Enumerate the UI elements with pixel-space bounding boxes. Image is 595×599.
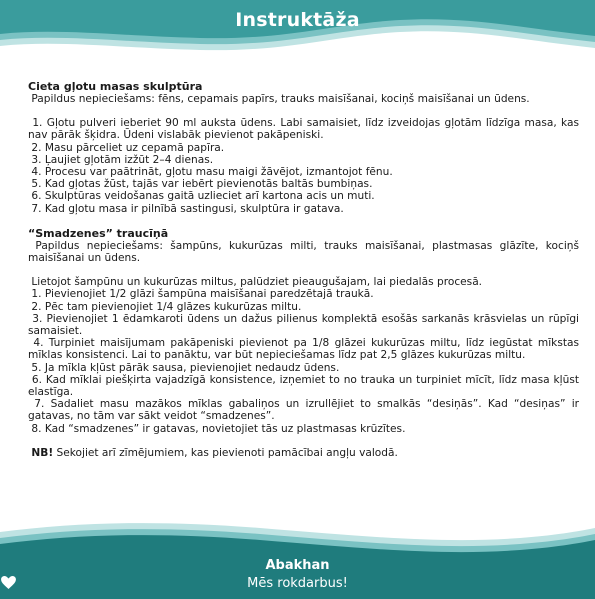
list-item: 2. Pēc tam pievienojiet 1/4 glāzes kukurūzas miltu. — [31, 300, 302, 313]
brand-slogan: Mēs rokdarbus! — [0, 576, 595, 591]
list-item: 8. Kad “smadzenes” ir gatavas, novietojiet tās uz plastmasas krūzītes. — [31, 422, 406, 435]
section2-steps — [28, 288, 579, 434]
page-title: Instruktāža — [235, 9, 360, 31]
heart-icon — [1, 576, 16, 589]
list-item: 4. Turpiniet maisījumam pakāpeniski pievienot pa 1/8 glāzei kukurūzas miltu, līdz iegūstat mīkstas mīklas konsistenci. Lai to panāktu, var būt nepieciešamas līdz pat 2,5 glāzes kukurūzas miltu. — [28, 337, 579, 362]
footer-banner — [0, 518, 595, 599]
header-banner — [0, 0, 595, 62]
section2-note: Lietojot šampūnu un kukurūzas miltus, palūdziet pieaugušajam, lai piedalās procesā. — [31, 276, 483, 289]
list-item: 3. Pievienojiet 1 ēdamkaroti ūdens un dažus pilienus komplektā esošās sarkanās krāsvielas un rūpīgi samaisiet. — [28, 312, 579, 338]
list-item: 5. Kad gļotas žūst, tajās var iebērt pievienotās baltās bumbiņas. — [31, 178, 373, 191]
section1-steps — [28, 117, 579, 215]
section2-materials: Papildus nepieciešams: šampūns, kukurūzas milti, trauks maisīšanai, plastmasas glāzīte, kociņš maisīšanai un ūdens. — [28, 239, 579, 265]
brand-name: Abakhan — [265, 558, 330, 573]
section1-title: Cieta gļotu masas skulptūra — [28, 80, 203, 93]
list-item: 2. Masu pārceliet uz cepamā papīra. — [31, 141, 225, 154]
list-item: 1. Pievienojiet 1/2 glāzi šampūna maisīšanai paredzētajā traukā. — [31, 288, 374, 301]
list-item: 1. Gļotu pulveri ieberiet 90 ml auksta ūdens. Labi samaisiet, līdz izveidojas gļotām līdzīga masa, kas nav pārāk šķidra. Ūdeni vislabāk pievienot pakāpeniski. — [28, 117, 579, 142]
list-item: 3. Ļaujiet gļotām izžūt 2–4 dienas. — [31, 153, 214, 166]
section1-materials: Papildus nepieciešams: fēns, cepamais papīrs, trauks maisīšanai, kociņš maisīšanai un ūdens. — [31, 93, 530, 105]
section2-title: “Smadzenes” traucīņā — [28, 226, 169, 240]
list-item: 4. Procesu var paātrināt, gļotu masu maigi žāvējot, izmantojot fēnu. — [31, 166, 393, 179]
list-item: 7. Kad gļotu masa ir pilnībā sastingusi, skulptūra ir gatava. — [31, 202, 344, 215]
list-item: 5. Ja mīkla kļūst pārāk sausa, pievienojiet nedaudz ūdens. — [31, 361, 340, 374]
instructions-content — [28, 80, 579, 459]
list-item: 6. Skulptūras veidošanas gaitā uzlieciet arī kartona acis un muti. — [31, 190, 375, 203]
list-item: 7. Sadaliet masu mazākos mīklas gabaliņos un izrullējiet to smalkās “desiņās”. Kad “desiņas” ir gatavas, no tām var sākt veidot “smadzenes”. — [28, 398, 579, 423]
list-item: 6. Kad mīklai piešķirta vajadzīgā konsistence, izņemiet to no trauka un turpiniet mīcīt, līdz masa kļūst elastīga. — [28, 373, 579, 399]
nb-note: NB! Sekojiet arī zīmējumiem, kas pievienoti pamācībai angļu valodā. — [31, 446, 398, 459]
